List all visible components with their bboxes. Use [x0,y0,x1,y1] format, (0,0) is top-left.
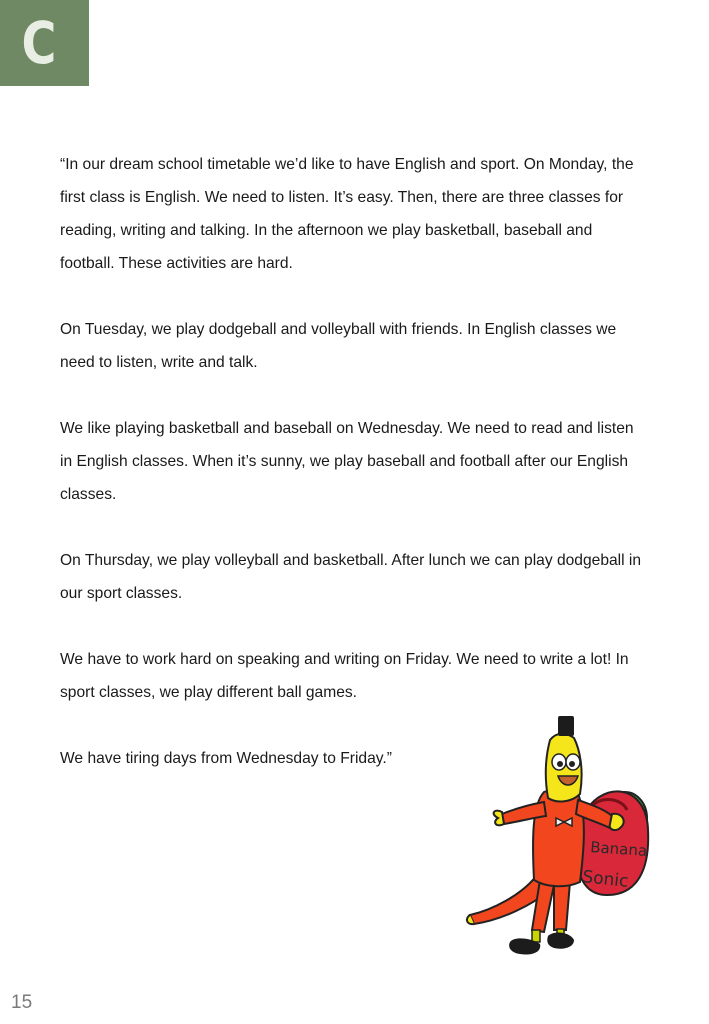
bag-text-line-1: Banana [589,838,648,860]
banana-character-illustration [462,710,657,972]
story-text [60,148,650,808]
paragraph-wednesday: We like playing basketball and baseball on Wednesday. We need to read and listen in English classes. When it’s sunny, we play baseball and football after our English classes. [60,420,634,503]
paragraph-tuesday: On Tuesday, we play dodgeball and volleyball with friends. In English classes we need to listen, write and talk. [60,321,617,371]
paragraph-conclusion: We have tiring days from Wednesday to Friday.” [60,750,392,767]
paragraph-thursday: On Thursday, we play volleyball and basketball. After lunch we can play dodgeball in our sport classes. [60,552,642,602]
paragraph-monday: “In our dream school timetable we’d like to have English and sport. On Monday, the first class is English. We need to listen. It’s easy. Then, there are three classes for reading, writing and talking. In the afternoon we play basketball, baseball and football. These activities are hard. [60,156,634,272]
page-number: 15 [11,992,33,1013]
section-letter: C [21,9,56,77]
paragraph-friday: We have to work hard on speaking and writing on Friday. We need to write a lot! In sport classes, we play different ball games. [60,651,629,701]
bag-text-line-2: Sonic [581,867,630,892]
